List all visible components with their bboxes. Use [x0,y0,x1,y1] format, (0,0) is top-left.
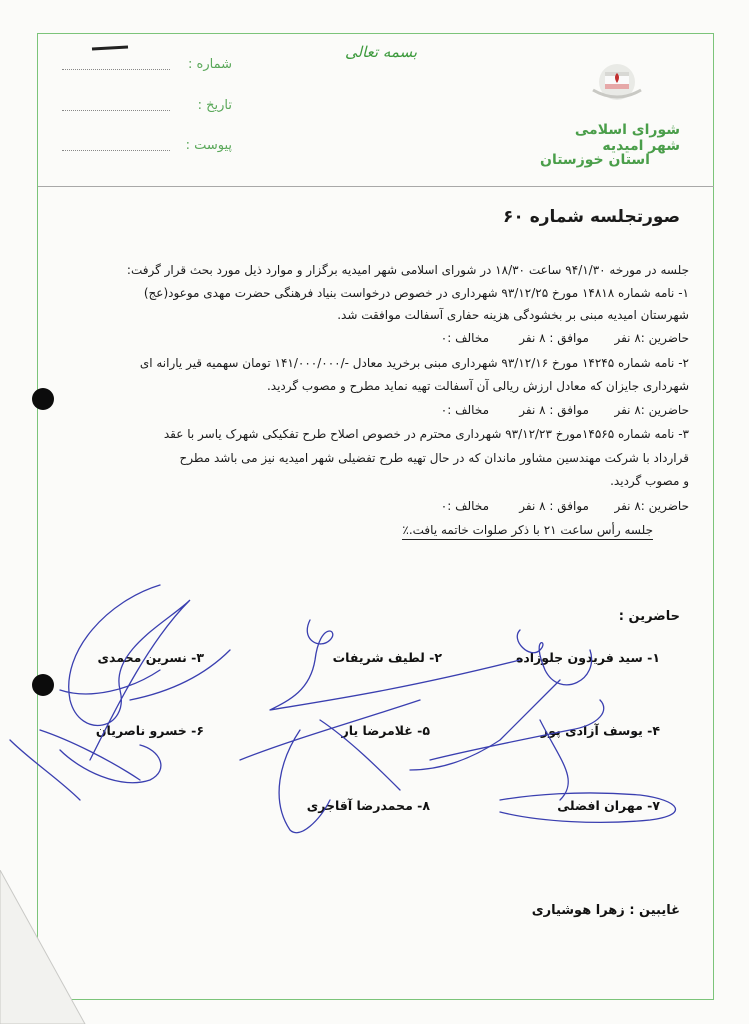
punch-hole [32,388,54,410]
item-3-vote-present: حاضرین :۸ نفر [614,499,689,513]
closing-line: جلسه رأس ساعت ۲۱ با ذکر صلوات خاتمه یافت.٪ [402,523,653,540]
intro-line: جلسه در مورخه ۹۴/۱/۳۰ ساعت ۱۸/۳۰ در شورای اسلامی شهر امیدیه برگزار و موارد ذیل مورد بحث قرار گرفت: [126,263,689,277]
item-1-vote-agree: موافق : ۸ نفر [519,331,589,345]
item-3-line-1: ۳- نامه شماره ۱۴۵۶۵مورخ ۹۳/۱۲/۲۳ شهرداری محترم در خصوص اصلاح طرح تفکیکی شهرک یاسر با عقد [163,427,689,441]
bismillah-text: بسمه تعالی [345,43,418,61]
item-1-line-1: ۱- نامه شماره ۱۴۸۱۸ مورخ ۹۳/۱۲/۲۵ شهرداری در خصوص درخواست بنیاد فرهنگی حضرت مهدی موعود(عج) [143,286,689,300]
attendee-4: ۴- یوسف آزادی پور [541,723,660,738]
item-2-vote-present: حاضرین :۸ نفر [614,403,689,417]
item-3-line-2: قرارداد با شرکت مهندسین مشاور ماندان که در حال تهیه طرح تفضیلی شهر امیدیه نیز می باشد مطرح [179,451,689,465]
item-2-line-1: ۲- نامه شماره ۱۴۲۴۵ مورخ ۹۳/۱۲/۱۶ شهرداری مبنی برخرید معادل -/۱۴۱/۰۰۰/۰۰۰ تومان سهمیه قیر یارانه ای [139,356,689,370]
province-name: استان خوزستان [540,152,650,168]
item-1-vote-present: حاضرین :۸ نفر [614,331,689,345]
item-1-vote-oppose: مخالف :۰ [440,331,489,345]
item-2-line-2: شهرداری جایزان که معادل ارزش ریالی آن آسفالت تهیه نماید مطرح و مصوب گردید. [266,379,689,393]
signature-4 [430,700,604,800]
signature-2 [270,620,520,710]
attendee-7: ۷- مهران افضلی [557,798,660,813]
attendee-3: ۳- نسرین محمدی [97,650,204,665]
signature-6 [60,745,161,783]
item-3-vote-oppose: مخالف :۰ [440,499,489,513]
attachment-label: پیوست : [185,138,232,153]
item-2-vote-oppose: مخالف :۰ [440,403,489,417]
attendee-6: ۶- خسرو ناصریان [95,723,204,738]
minutes-title: صورتجلسه شماره ۶۰ [503,207,680,227]
punch-hole [32,674,54,696]
attendee-5: ۵- غلامرضا یار [341,723,430,738]
date-label: تاریخ : [197,98,232,113]
number-label: شماره : [188,57,232,72]
folded-corner [0,870,90,1024]
item-1-line-2: شهرستان امیدیه مبنی بر بخشودگی هزینه حفاری آسفالت موافقت شد. [337,308,689,322]
attendee-1: ۱- سید فریدون جلوزاده [515,650,660,665]
attendee-8: ۸- محمدرضا آقاجری [306,798,430,813]
attendee-2: ۲- لطیف شریفات [332,650,442,665]
absent-line: غایبین : زهرا هوشیاری [531,903,680,918]
item-3-vote-agree: موافق : ۸ نفر [519,499,589,513]
attendees-label: حاضرین : [618,609,680,624]
item-3-line-3: و مصوب گردید. [610,474,689,488]
signature-7 [500,793,675,822]
signature-5 [240,700,420,833]
item-2-vote-agree: موافق : ۸ نفر [519,403,589,417]
signature-1 [410,630,592,770]
council-name: شورای اسلامی شهر امیدیه [574,122,680,154]
